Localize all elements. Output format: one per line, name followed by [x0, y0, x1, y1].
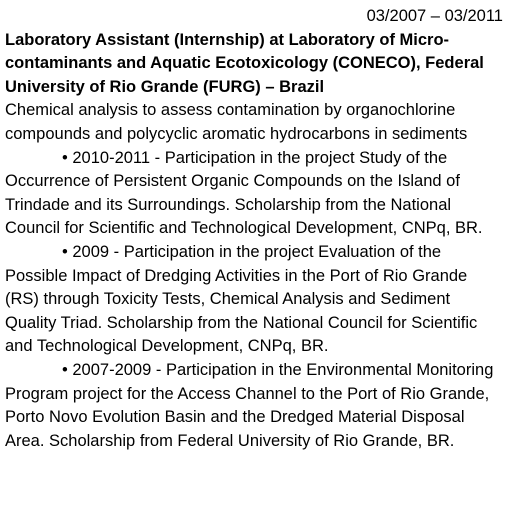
position-title: Laboratory Assistant (Internship) at Laboratory of Micro-contaminants and Aquatic Ecotoxicology (CONECO), Federal University of Rio Grande (FURG) – Brazil — [5, 30, 484, 96]
list-item — [5, 359, 505, 453]
date-range: 03/2007 – 03/2011 — [366, 7, 503, 25]
position-description: Chemical analysis to assess contamination by organochlorine compounds and polycyclic aromatic hydrocarbons in sediments — [5, 101, 468, 143]
list-item-text: 2007-2009 - Participation in the Environmental Monitoring Program project for the Access Channel to the Port of Rio Grande, Porto Novo Evolution Basin and the Dredged Material Disposal Area. Scholarship from Federal University of Rio Grande, BR. — [5, 360, 494, 450]
bullet-icon: • — [62, 148, 68, 167]
list-item-text: 2009 - Participation in the project Evaluation of the Possible Impact of Dredging Activities in the Port of Rio Grande (RS) through Toxicity Tests, Chemical Analysis and Sediment Quality Triad. Scholarship from the National Council for Scientific and Technological Development, CNPq, BR. — [5, 242, 478, 356]
bullet-icon: • — [62, 360, 68, 379]
list-item — [5, 147, 505, 241]
list-item-text: 2010-2011 - Participation in the project Study of the Occurrence of Persistent Organic Compounds on the Island of Trindade and its Surroundings. Scholarship from the National Council for Scientific and Technological Development, CNPq, BR. — [5, 148, 483, 238]
bullet-icon: • — [62, 242, 68, 261]
experience-entry — [5, 5, 505, 453]
list-item — [5, 241, 505, 359]
